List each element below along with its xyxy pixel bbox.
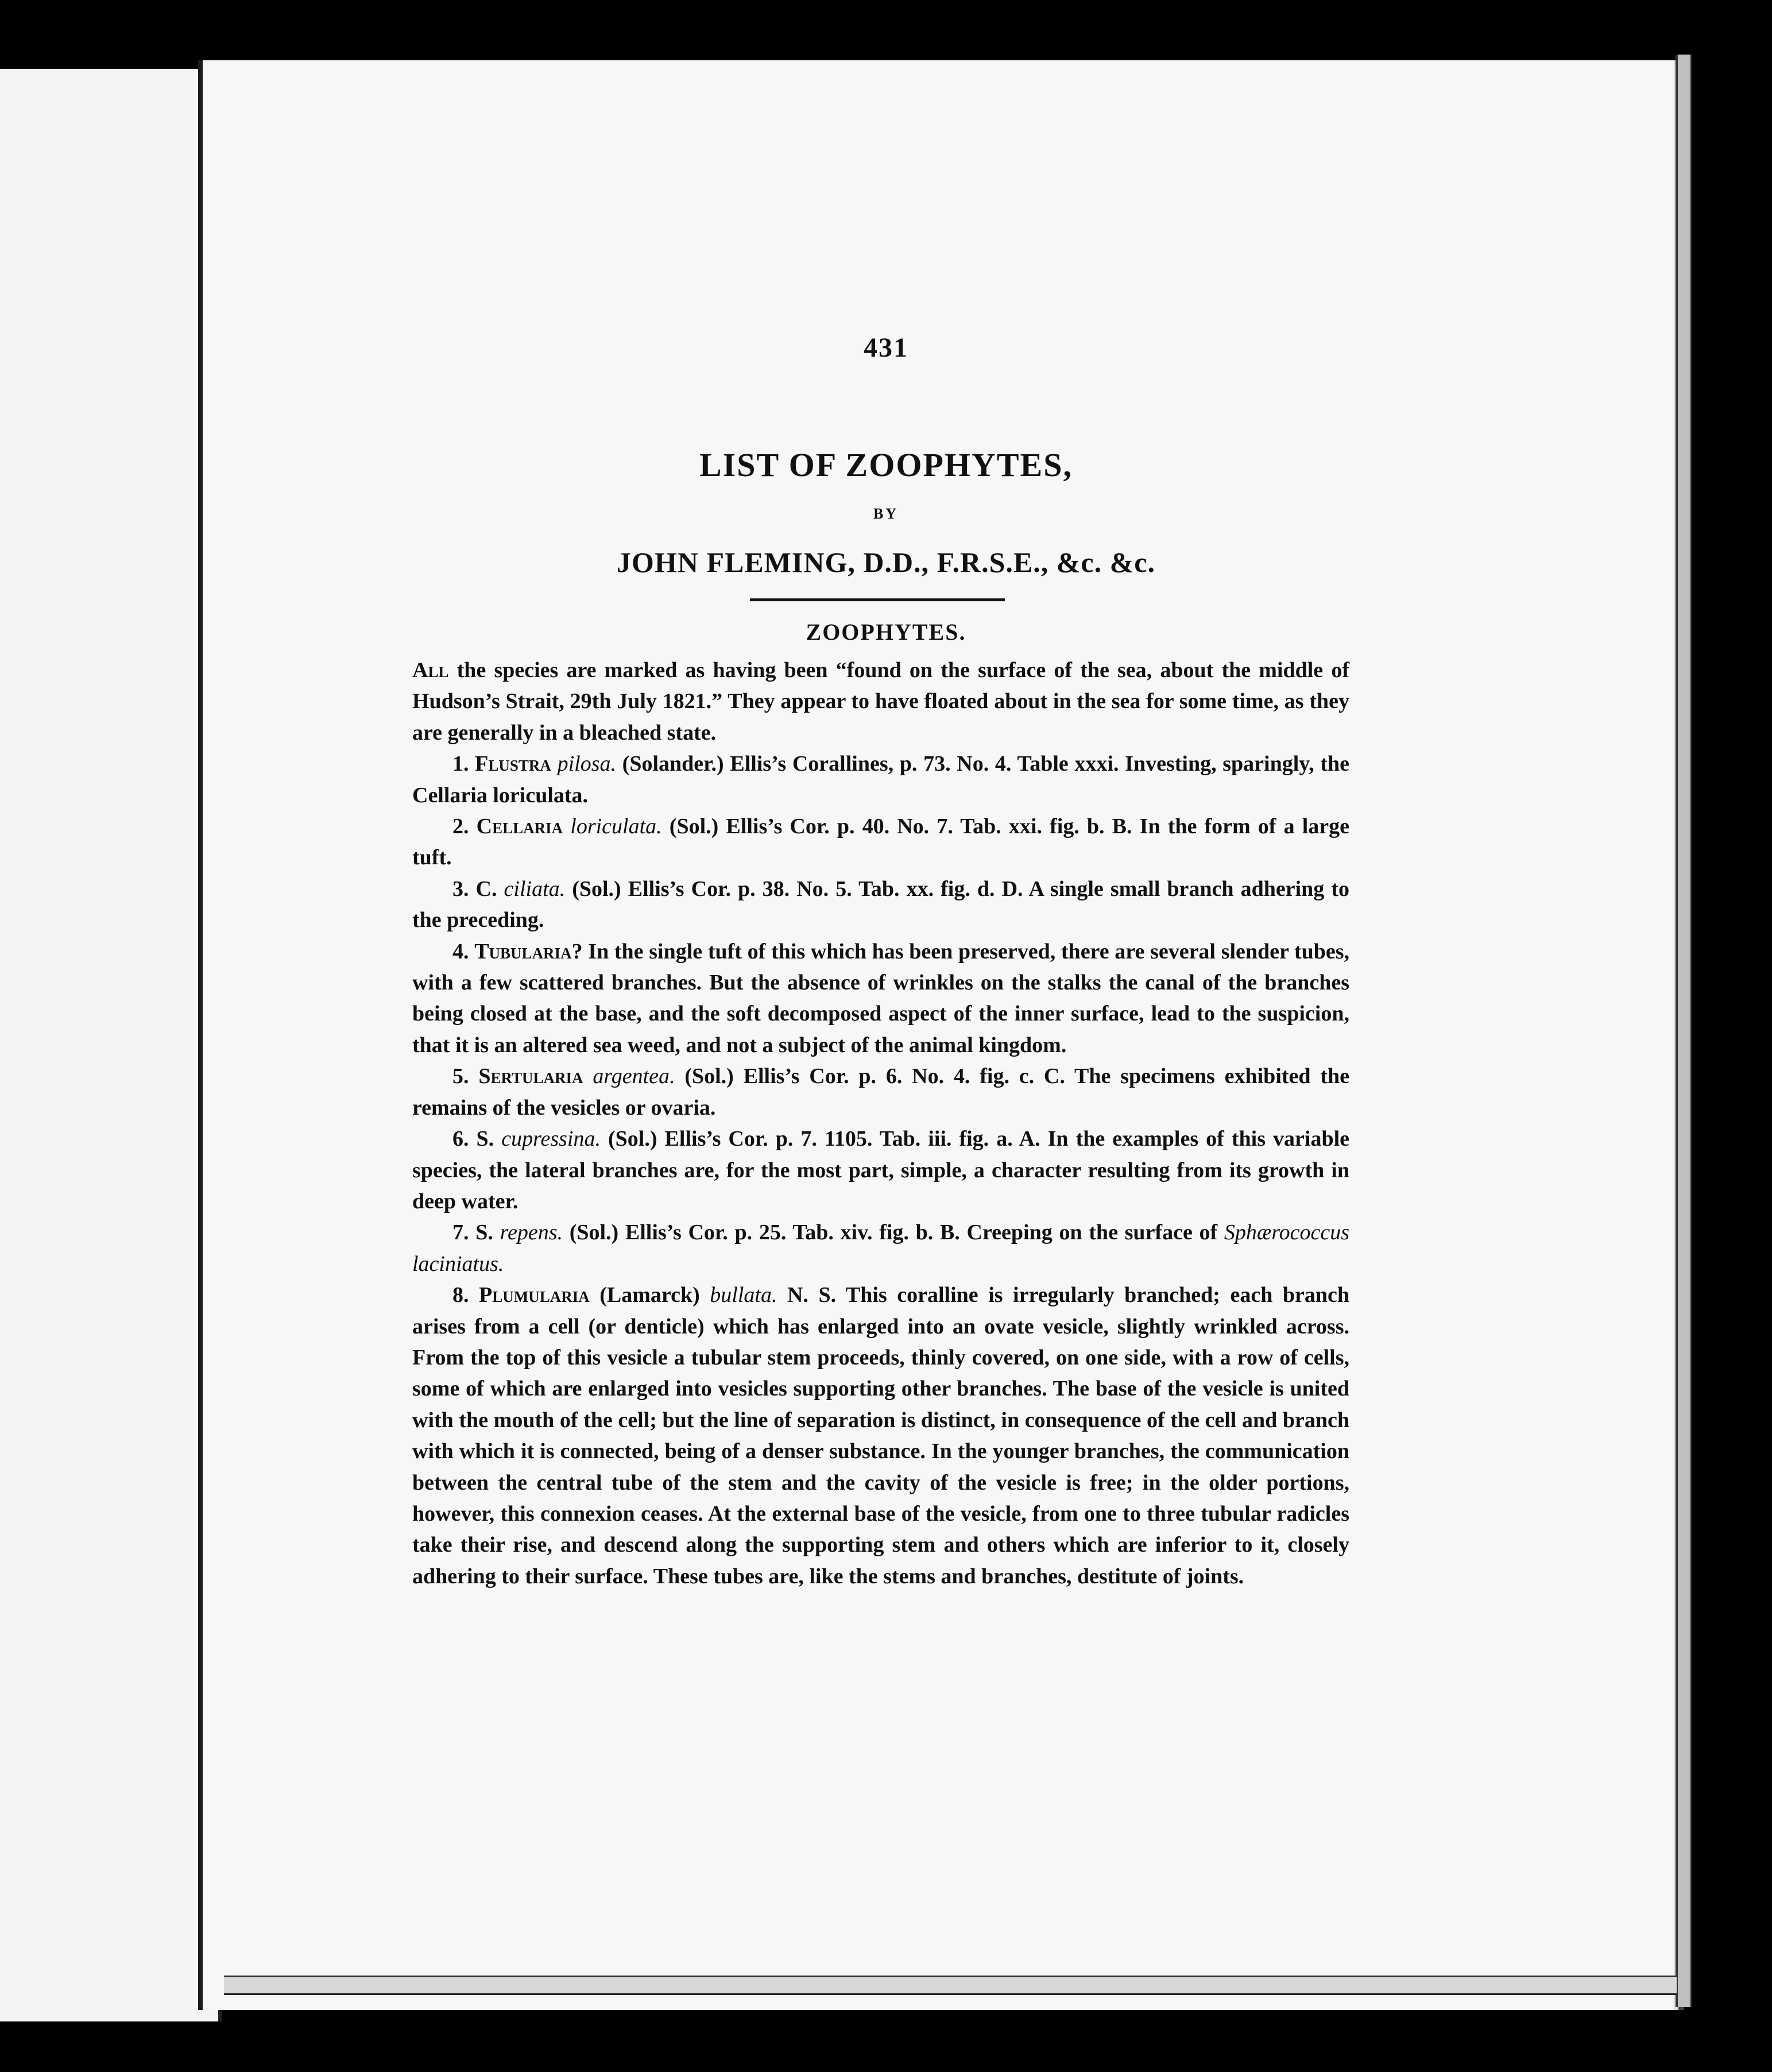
- entry-genus: C.: [475, 876, 497, 901]
- entry-genus: Plumularia: [479, 1283, 590, 1308]
- entry-species: pilosa.: [557, 752, 616, 776]
- entry-number: 3.: [452, 876, 469, 901]
- list-item: [412, 873, 1349, 936]
- entry-text: In the single tuft of this which has been preserved, there are several slender tubes, with a few scattered branches. But the absence of wrinkles on the stalks the canal of the branches being closed at the base, and the soft decomposed aspect of the inner surface, lead to the suspicion, that it is an altered sea weed, and not a subject of the animal kingdom.: [412, 939, 1349, 1057]
- list-item: [412, 1279, 1349, 1592]
- list-item: [412, 1217, 1349, 1279]
- entry-text: (Sol.) Ellis’s Cor. p. 6. No. 4. fig. c. C. The specimens exhibited the remains of the vesicles or ovaria.: [412, 1064, 1349, 1120]
- entry-number: 7.: [452, 1220, 469, 1245]
- list-item: [412, 1123, 1349, 1217]
- entry-number: 5.: [452, 1064, 469, 1089]
- entry-species: repens.: [500, 1220, 563, 1245]
- list-item: [412, 936, 1349, 1061]
- intro-paragraph: [412, 655, 1349, 748]
- entry-species: cupressina.: [501, 1127, 601, 1151]
- entry-number: 2.: [452, 814, 469, 839]
- entry-genus: Sertularia: [478, 1064, 583, 1089]
- entry-text: (Lamarck): [589, 1283, 710, 1308]
- entry-text: (Solander.) Ellis’s Corallines, p. 73. No. 4. Table xxxi. Investing, sparingly, the Cellaria loriculata.: [412, 752, 1350, 807]
- entry-species: bullata.: [710, 1283, 777, 1308]
- page-bottom-edge: [224, 1976, 1677, 1995]
- entry-number: 6.: [452, 1127, 469, 1151]
- page-number: 431: [864, 333, 908, 363]
- entry-number: 4.: [452, 939, 469, 964]
- entry-number: 1.: [452, 752, 469, 776]
- entry-genus: Flustra: [475, 752, 551, 776]
- entry-text: (Sol.) Ellis’s Cor. p. 40. No. 7. Tab. xxi. fig. b. B. In the form of a large tuft.: [412, 814, 1350, 870]
- entry-genus: Cellaria: [476, 814, 563, 839]
- intro-dropcap: All: [412, 658, 449, 682]
- article-body: [412, 655, 1349, 1592]
- list-item: [412, 748, 1349, 811]
- section-heading: ZOOPHYTES.: [806, 619, 966, 645]
- entry-text: (Sol.) Ellis’s Cor. p. 38. No. 5. Tab. xx. fig. d. D. A single small branch adhering to the preceding.: [412, 876, 1349, 933]
- title-rule: [750, 598, 1005, 601]
- entry-text: (Sol.) Ellis’s Cor. p. 7. 1105. Tab. iii. fig. a. A. In the examples of this variable species, the lateral branches are, for the most part, simple, a character resulting from its growth in deep water.: [412, 1127, 1350, 1213]
- by-line: BY: [873, 505, 899, 522]
- entry-species: argentea.: [593, 1064, 675, 1089]
- entry-genus: S.: [475, 1220, 493, 1245]
- page-title: LIST OF ZOOPHYTES,: [699, 446, 1073, 484]
- entry-species: ciliata.: [504, 876, 566, 901]
- entry-genus: Tubularia?: [474, 939, 583, 964]
- intro-text: the species are marked as having been “found on the surface of the sea, about the middle of Hudson’s Strait, 29th July 1821.” They appear to have floated about in the sea for some time, as they are generally in a bleached state.: [412, 658, 1349, 745]
- entry-genus: S.: [476, 1127, 494, 1151]
- list-item: [412, 811, 1349, 873]
- entry-number: 8.: [452, 1283, 469, 1308]
- entry-text-continued: N. S. This coralline is irregularly branched; each branch arises from a cell (or denticle) which has enlarged into an ovate vesicle, slightly wrinkled across. From the top of this vesicle a tubular stem proceeds, thinly covered, on one side, with a row of cells, some of which are enlarged into vesicles supporting other branches. The base of the vesicle is united with the mouth of the cell; but the line of separation is distinct, in consequence of the cell and branch with which it is connected, being of a denser substance. In the younger branches, the communication between the central tube of the stem and the cavity of the vesicle is free; in the older portions, however, this connexion ceases. At the external base of the vesicle, from one to three tubular radicles take their rise, and descend along the supporting stem and others which are inferior to it, closely adhering to their surface. These tubes are, like the stems and branches, destitute of joints.: [412, 1283, 1349, 1588]
- list-item: [412, 1061, 1349, 1123]
- entry-species: loriculata.: [570, 814, 662, 839]
- author-name: JOHN FLEMING, D.D., F.R.S.E., &c. &c.: [617, 546, 1155, 578]
- entry-italic-name: Sphærococcus laciniatus.: [412, 1220, 1350, 1276]
- entry-text: (Sol.) Ellis’s Cor. p. 25. Tab. xiv. fig. b. B. Creeping on the surface of: [562, 1220, 1224, 1245]
